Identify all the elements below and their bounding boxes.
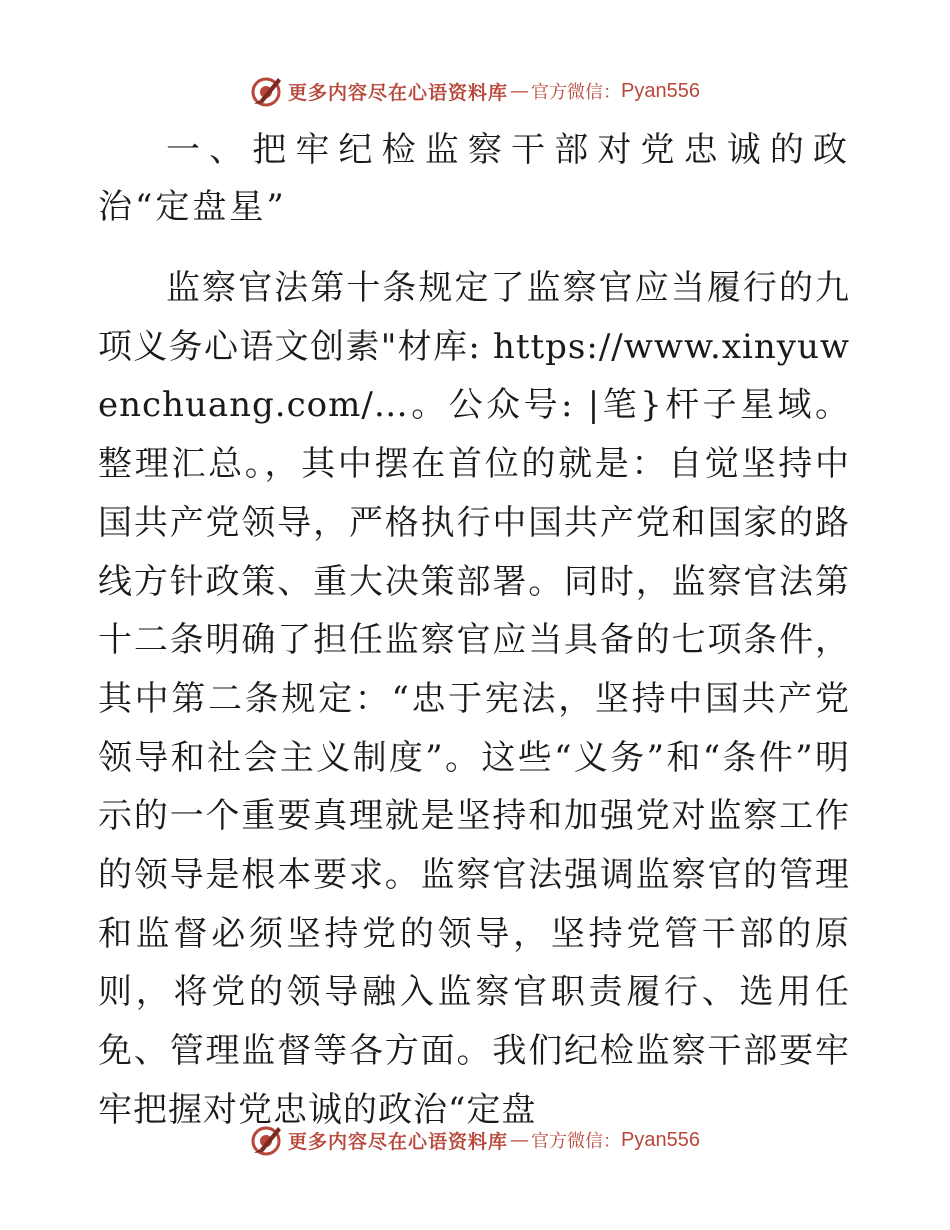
banner-wechat-label: 官方微信：: [531, 82, 622, 103]
body-paragraph: 监察官法第十条规定了监察官应当履行的九项义务心语文创素"材库: https://www.xinyuwenchuang.com/…。公众号: |笔}杆子星域。整理汇总。，其中摆在首位的就是：自觉坚持中国共产党领导，严格执行中国共产党和国家的路线方针政策、重大决策部署。同时，监察官法第十二条明确了担任监察官应当具备的七项条件，其中第二条规定：“忠于宪法，坚持中国共产党领导和社会主义制度”。这些“义务”和“条件”明示的一个重要真理就是坚持和加强党对监察工作的领导是根本要求。监察官法强调监察官的管理和监督必须坚持党的领导，坚持党管干部的原则，将党的领导融入监察官职责履行、选用任免、管理监督等各方面。我们纪检监察干部要牢牢把握对党忠诚的政治“定盘: [98, 268, 850, 1130]
banner-wechat-handle: Pyan556: [621, 79, 700, 102]
document-body: [98, 122, 850, 1140]
banner-wechat-handle: Pyan556: [621, 1128, 700, 1151]
banner-dash: —: [510, 80, 530, 102]
section-heading: 一、把牢纪检监察干部对党忠诚的政治“定盘星”: [98, 130, 850, 227]
bottom-watermark-banner: [0, 1120, 950, 1160]
banner-brand-text: 更多内容尽在心语资料库: [288, 81, 509, 104]
banner-dash: —: [510, 1129, 530, 1151]
banner-brand-text: 更多内容尽在心语资料库: [288, 1130, 509, 1153]
pen-logo-icon: [250, 74, 284, 108]
pen-logo-icon: [250, 1123, 284, 1157]
banner-wechat-label: 官方微信：: [531, 1131, 622, 1152]
top-watermark-banner: [0, 71, 950, 111]
